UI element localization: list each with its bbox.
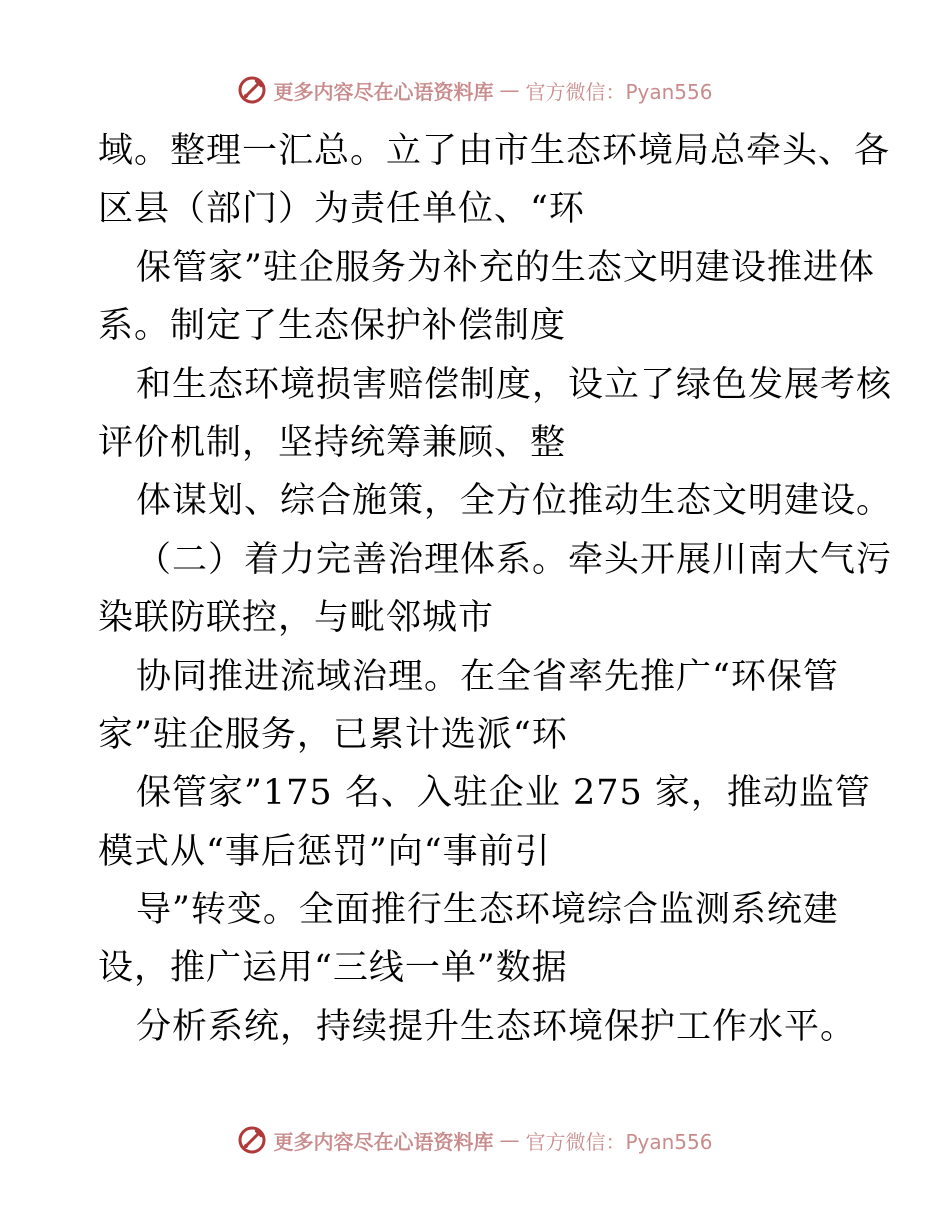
- pen-logo-icon: [237, 75, 267, 105]
- text-line: 染联防联控，与毗邻城市: [98, 598, 495, 639]
- pen-logo-icon: [237, 1125, 267, 1155]
- text-line: 分析系统，持续提升生态环境保护工作水平。: [136, 1006, 857, 1047]
- header-watermark: [0, 70, 950, 110]
- text-line: 模式从“事后惩罚”向“事前引: [98, 831, 551, 872]
- document-body: [98, 122, 893, 1056]
- watermark-brand: 更多内容尽在心语资料库: [273, 79, 494, 104]
- text-line: 系。制定了生态保护补偿制度: [98, 306, 567, 347]
- watermark-brand: 更多内容尽在心语资料库: [273, 1129, 494, 1154]
- text-line: 保管家”175 名、入驻企业 275 家，推动监管: [136, 773, 871, 814]
- text-line: 家”驻企服务，已累计选派“环: [98, 714, 568, 755]
- text-line: 域。整理一汇总。立了由市生态环境局总牵头、各: [98, 131, 891, 171]
- text-line: 保管家”驻企服务为补充的生态文明建设推进体: [136, 247, 875, 288]
- watermark-wechat: 官方微信：Pyan556: [525, 1129, 713, 1154]
- text-line: 评价机制，坚持统筹兼顾、整: [98, 422, 567, 463]
- watermark-wechat: 官方微信：Pyan556: [525, 79, 713, 104]
- text-line: 设，推广运用“三线一单”数据: [98, 948, 568, 989]
- text-line: （二）着力完善治理体系。牵头开展川南大气污: [136, 539, 893, 580]
- watermark-dash: —: [499, 1128, 520, 1152]
- footer-watermark: [0, 1120, 950, 1160]
- text-line: 区县（部门）为责任单位、“环: [98, 189, 585, 230]
- text-line: 和生态环境损害赔偿制度，设立了绿色发展考核: [136, 364, 893, 405]
- watermark-dash: —: [499, 78, 520, 102]
- text-line: 导”转变。全面推行生态环境综合监测系统建: [136, 890, 839, 931]
- text-line: 协同推进流域治理。在全省率先推广“环保管: [136, 656, 839, 697]
- text-line: 体谋划、综合施策，全方位推动生态文明建设。: [136, 481, 893, 522]
